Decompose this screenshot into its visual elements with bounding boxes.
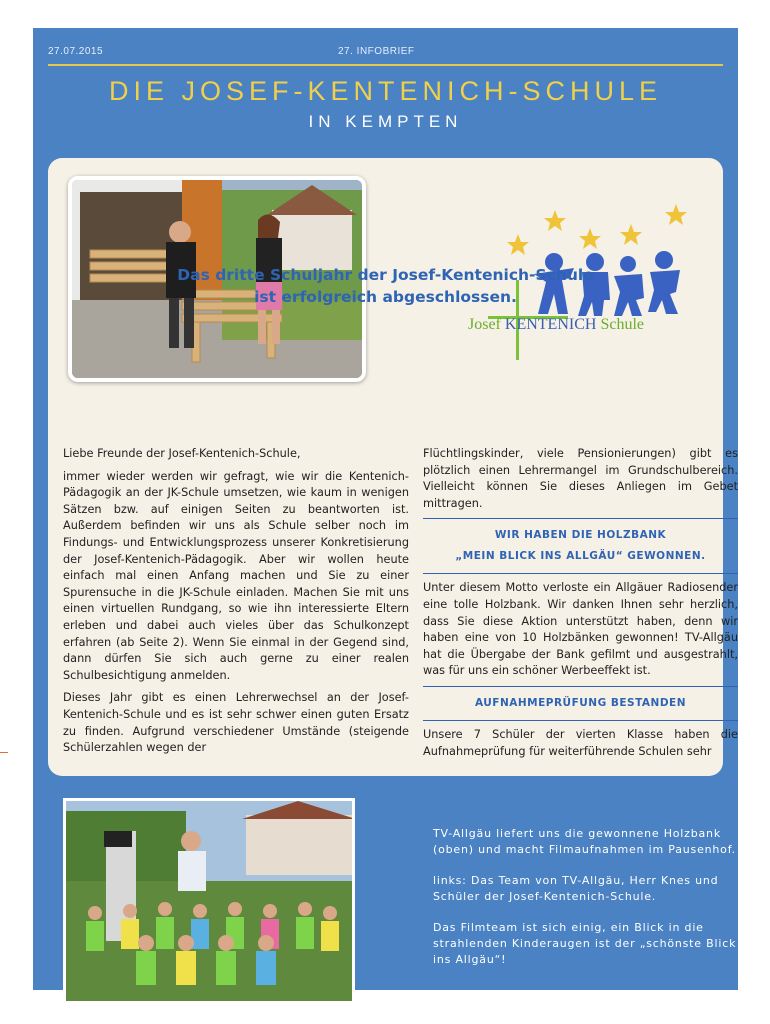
film-team-photo-illustration — [66, 801, 352, 1001]
paragraph: Dieses Jahr gibt es einen Lehrerwechsel an der Josef-Kentenich-Schule und es ist sehr schwer einen guten Ersatz zu finden. Aufgrund verschiedener Umstände (steigende Schülerzahlen wegen der — [63, 691, 409, 755]
paragraph: Unter diesem Motto verloste ein Allgäuer Radiosender eine tolle Holzbank. Wir danken Ihnen sehr herzlich, dass Sie diese Aktion unterstützt haben, denn wir haben eine von 10 Holzbänken gewonnen! TV-Allgäu hat die Übergabe der Bank gefilmt und ausgestrahlt, was für uns ein schöner Werbeeffekt ist. — [423, 581, 738, 678]
section-divider — [423, 686, 738, 687]
paragraph: Unsere 7 Schüler der vierten Klasse haben die Aufnahmeprüfung für weiterführende Schulen sehr — [423, 727, 738, 758]
right-column — [423, 446, 738, 766]
issue-date: 27.07.2015 — [48, 46, 104, 57]
margin-mark — [0, 752, 8, 753]
paragraph: immer wieder werden wir gefragt, wie wir die Kentenich-Pädagogik an der JK-Schule umsetzen, wie kaum in wenigen Sätzen bzw. auf einigen Seiten zu beantworten ist. Außerdem befinden wir uns als Schule selber noch im Findungs- und Entwicklungsprozess unserer Konkretisierung der Josef-Kentenich-Pädagogik. Aber wir wollen heute einfach mal einen Anfang machen und Sie zu einer Spurensuche in die JK-Schule einladen. Machen Sie mit uns einen virtuellen Rundgang, so wie ihn interessierte Eltern erleben und dabei auch vieles über das Schulkonzept erfahren (ab Seite 2). Wenn Sie einmal in der Gegend sind, dann dürfen Sie sich auch gerne zu einer realen Schulbesichtigung anmelden. — [63, 469, 409, 682]
caption: links: Das Team von TV-Allgäu, Herr Knes und Schüler der Josef-Kentenich-Schule. — [433, 874, 719, 903]
section-divider — [423, 518, 738, 519]
section-divider — [423, 720, 738, 721]
newsletter-page — [33, 28, 738, 990]
page-title: DIE JOSEF-KENTENICH-SCHULE — [108, 76, 663, 106]
school-logo-text: Josef KENTENICH Schule — [468, 316, 644, 333]
paragraph: Flüchtlingskinder, viele Pensionierungen) gibt es plötzlich einen Lehrermangel im Grundschulbereich. Vielleicht können Sie dieses Anliegen im Gebet mittragen. — [423, 447, 738, 510]
left-column — [63, 446, 409, 763]
headline — [33, 264, 738, 308]
gold-divider-top — [48, 64, 723, 66]
photo-film-team — [63, 798, 355, 1004]
photo-captions — [433, 826, 753, 983]
caption: TV-Allgäu liefert uns die gewonnene Holzbank (oben) und macht Filmaufnahmen im Pausenhof. — [433, 827, 736, 856]
caption: Das Filmteam ist sich einig, ein Blick in die strahlenden Kinderaugen ist der „schönste Blick ins Allgäu“! — [433, 921, 737, 966]
section-heading-aufnahmepruefung: AUFNAHMEPRÜFUNG BESTANDEN — [474, 696, 687, 709]
headline-line2: ist erfolgreich abgeschlossen. — [254, 288, 517, 306]
section-heading-holzbank: WIR HABEN DIE HOLZBANK „MEIN BLICK INS ALLGÄU“ GEWONNEN. — [455, 529, 706, 563]
issue-number: 27. INFOBRIEF — [338, 46, 415, 57]
greeting: Liebe Freunde der Josef-Kentenich-Schule, — [63, 447, 301, 460]
page-subtitle: IN KEMPTEN — [308, 112, 463, 131]
section-divider — [423, 573, 738, 574]
headline-line1: Das dritte Schuljahr der Josef-Kentenich-Schule — [177, 266, 594, 284]
